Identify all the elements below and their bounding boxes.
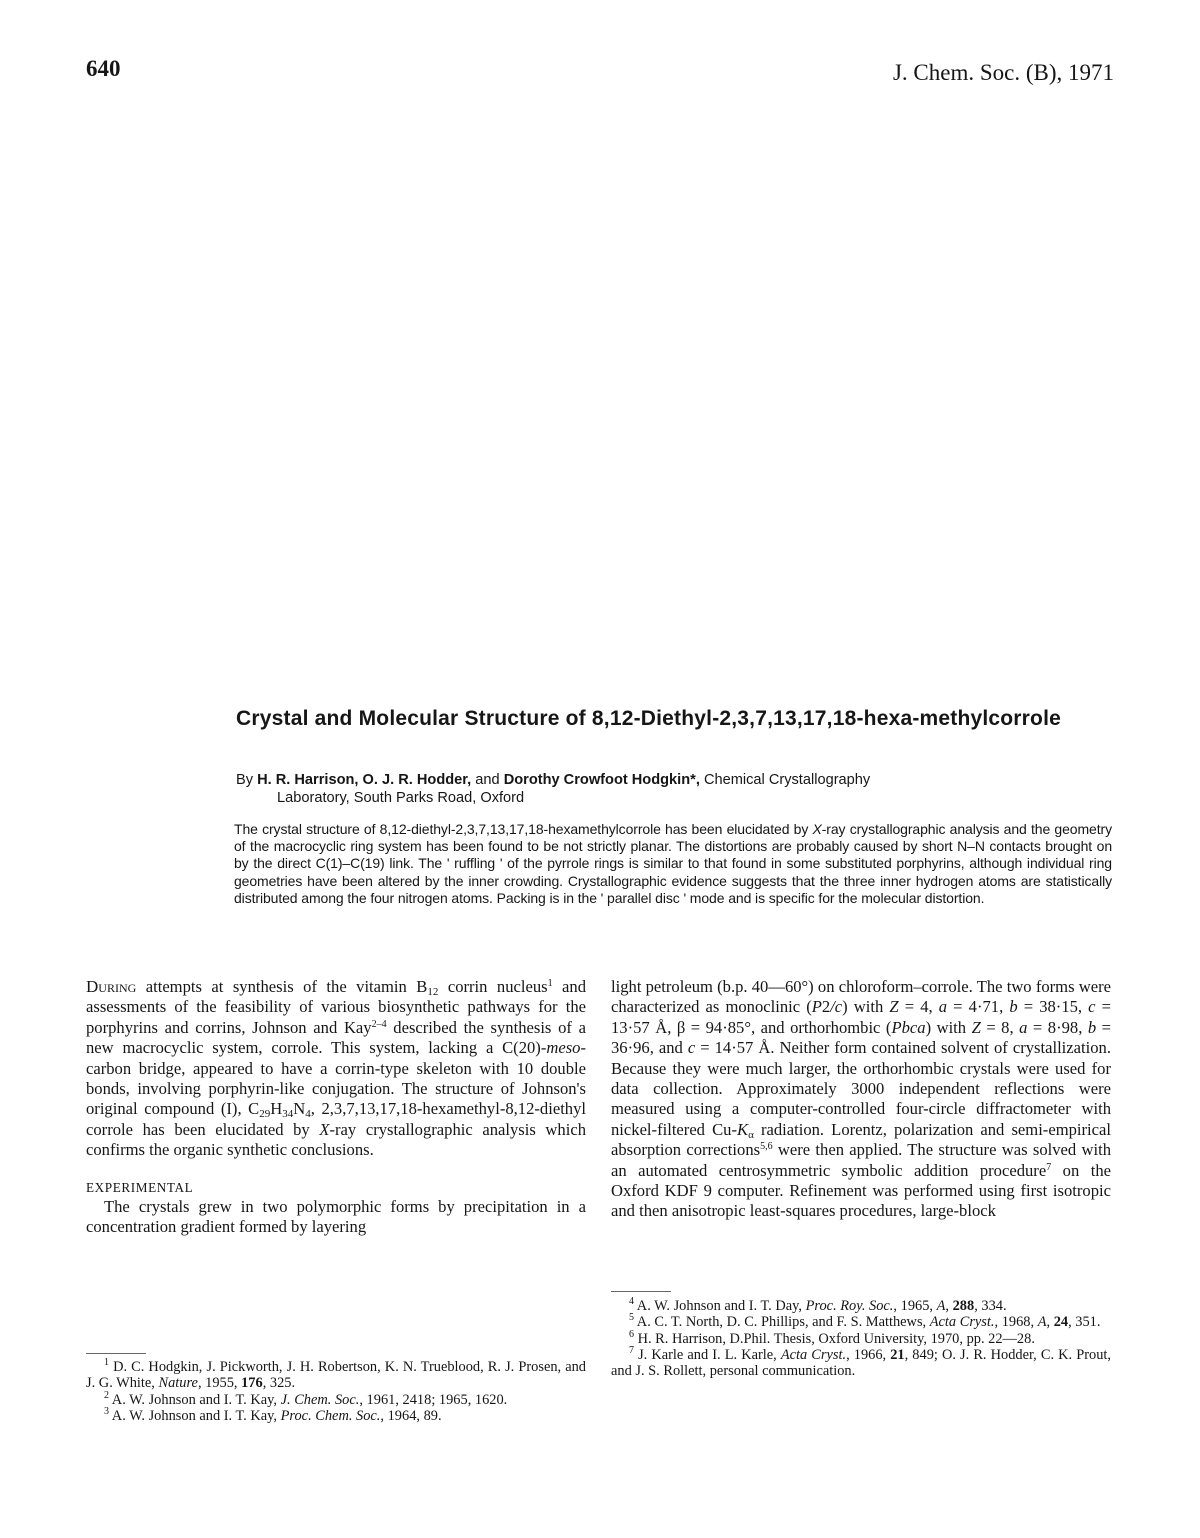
fn2-b: , 1961, 2418; 1965, 1620. <box>359 1391 508 1408</box>
p3-spacegroup-c: /c <box>830 997 843 1017</box>
fn1-volume: 176 <box>241 1375 263 1392</box>
p3-text-2: ) with <box>842 997 890 1017</box>
p3-text-6: = 13·57 Å, β = 94·85°, and orthorhombic ( <box>611 997 1112 1037</box>
fn4-d: , 334. <box>974 1298 1007 1314</box>
fn3-num: 3 <box>104 1405 109 1417</box>
formula-n: N <box>293 1099 306 1119</box>
abstract-part-b: -ray crystallographic analysis and the geometry of the macrocyclic ring system has been found to be not strictly planar. The distortions are probably caused by short N–N contacts brought on by the direct C(1)–C(19) link. The ' ruffling ' of the pyrrole rings is similar to that found in some substituted porphyrins, although individual ring geometries have been altered by the inner crowding. Crystallographic evidence suggests that the three inner hydrogen atoms are statistically distributed among the four nitrogen atoms. Packing is in the ' parallel disc ' mode and is specific for the molecular distortion. <box>234 821 1112 906</box>
fn1-journal: Nature <box>158 1375 198 1392</box>
fn7-volume: 21 <box>890 1346 905 1363</box>
affiliation-line-1: Chemical Crystallography <box>703 772 871 788</box>
fn6-num: 6 <box>629 1328 634 1340</box>
fn6-a: H. R. Harrison, D.Phil. Thesis, Oxford University, 1970, pp. 22—28. <box>634 1330 1035 1347</box>
abstract <box>234 821 1112 907</box>
p3-text-1: light petroleum (b.p. 40—60°) on chloroform–corrole. The two forms were characterized as monoclinic ( <box>611 977 1111 1017</box>
fn4-b: , 1965, <box>893 1298 937 1314</box>
fn5-num: 5 <box>629 1312 634 1324</box>
footnote-rule-right <box>611 1291 671 1292</box>
formula-h: H <box>270 1099 283 1119</box>
footnote-1 <box>86 1359 586 1392</box>
p1-sub-12: 12 <box>427 986 439 998</box>
p1-text-7: -ray crystallographic analysis which confirms the organic synthetic conclusions. <box>86 1119 586 1160</box>
fn5-volume: 24 <box>1053 1314 1069 1331</box>
p3-b: b <box>1009 997 1018 1017</box>
ref-1: 1 <box>547 978 553 989</box>
fn2-num: 2 <box>104 1389 109 1401</box>
p1-text-1: attempts at synthesis of the vitamin B <box>136 977 428 996</box>
p3-z: Z <box>889 997 899 1017</box>
footnotes-right <box>611 1298 1111 1379</box>
p1-meso: meso <box>546 1038 581 1058</box>
page-number: 640 <box>86 56 121 81</box>
fn1-num: 1 <box>104 1357 109 1368</box>
fn4-volume: 288 <box>952 1298 975 1314</box>
author-harrison: H. R. Harrison, <box>257 772 359 788</box>
fn7-num: 7 <box>629 1344 634 1356</box>
fn2-journal: J. Chem. Soc. <box>280 1391 360 1408</box>
p3-spacegroup-p: P <box>811 997 822 1017</box>
p3-text-9: = 8·98, <box>1027 1017 1088 1037</box>
fn4-c: , <box>945 1298 953 1314</box>
fn7-a: J. Karle and I. L. Karle, <box>634 1346 781 1363</box>
formula-sub-h: 34 <box>282 1108 294 1121</box>
fn1-b: , 1955, <box>197 1375 242 1392</box>
p1-text-6: , 2,3,7,13,17,18-hexamethyl-8,12-diethyl corrole has been elucidated by <box>86 1099 587 1139</box>
footnotes-left <box>86 1359 586 1424</box>
fn7-c: , 849; O. J. R. Hodder, C. K. Prout, and J. S. Rollett, personal communication. <box>611 1346 1111 1380</box>
footnote-rule-left <box>86 1353 146 1354</box>
fn4-num: 4 <box>629 1296 634 1307</box>
p3-z2: Z <box>971 1017 981 1037</box>
fn4-a: A. W. Johnson and I. T. Day, <box>634 1298 806 1314</box>
fn5-a: A. C. T. North, D. C. Phillips, and F. S. Matthews, <box>634 1314 930 1331</box>
fn3-journal: Proc. Chem. Soc. <box>280 1407 381 1424</box>
and-label: and <box>475 772 500 788</box>
p3-text-4: = 4·71, <box>947 997 1010 1017</box>
fn3-b: , 1964, 89. <box>380 1407 442 1424</box>
p3-c: c <box>1088 997 1096 1017</box>
body-paragraph-2: The crystals grew in two polymorphic forms by precipitation in a concentration gradient formed by layering <box>86 1196 586 1237</box>
footnote-4 <box>611 1298 1111 1314</box>
p3-k: K <box>736 1119 749 1139</box>
p3-c2: c <box>687 1038 696 1058</box>
by-label: By <box>236 772 254 788</box>
ref-2-4: 2–4 <box>371 1018 387 1030</box>
fn7-b: , 1966, <box>846 1346 891 1363</box>
fn5-c: , <box>1046 1314 1054 1331</box>
fn1-a: D. C. Hodgkin, J. Pickworth, J. H. Robertson, K. N. Trueblood, R. J. Prosen, and J. G. White, <box>86 1359 586 1392</box>
fn5-b: , 1968, <box>994 1314 1038 1331</box>
article-title: Crystal and Molecular Structure of 8,12-Diethyl-2,3,7,13,17,18-hexa-methylcorrole <box>236 707 1061 730</box>
fn5-series: A <box>1037 1314 1047 1331</box>
p3-text-14: on the Oxford KDF 9 computer. Refinement was performed using first isotropic and then anisotropic least-squares procedures, large-block <box>611 1160 1111 1221</box>
p1-text-3: and assessments of the feasibility of various biosynthetic pathways for the porphyrins and corrins, Johnson and Kay <box>86 977 587 1037</box>
body-paragraph-1 <box>86 977 586 1161</box>
affiliation-line-2: Laboratory, South Parks Road, Oxford <box>277 790 525 806</box>
fn4-journal: Proc. Roy. Soc. <box>805 1298 894 1314</box>
p1-text-5: -carbon bridge, appeared to have a corrin-type skeleton with 10 double bonds, involving porphyrin-like conjugation. The structure of Johnson's original compound (I), C <box>86 1038 586 1119</box>
p1-x: X <box>319 1119 330 1139</box>
fn2-a: A. W. Johnson and I. T. Kay, <box>109 1391 281 1408</box>
p3-text-3: = 4, <box>898 997 939 1017</box>
footnote-3 <box>86 1405 586 1424</box>
corresponding-mark: *, <box>690 772 700 788</box>
ref-7: 7 <box>1046 1161 1052 1173</box>
p3-text-8: = 8, <box>980 1017 1020 1037</box>
footnote-6 <box>611 1328 1111 1347</box>
p3-b2: b <box>1087 1017 1097 1037</box>
body-column-right <box>611 977 1111 1222</box>
journal-header: J. Chem. Soc. (B), 1971 <box>892 60 1114 85</box>
section-heading-experimental: EXPERIMENTAL <box>86 1179 194 1195</box>
p3-a: a <box>938 997 948 1017</box>
p3-a2: a <box>1019 1017 1028 1037</box>
fn3-a: A. W. Johnson and I. T. Kay, <box>109 1407 281 1424</box>
fn1-c: , 325. <box>262 1375 296 1392</box>
p3-text-5: = 38·15, <box>1017 997 1089 1017</box>
footnote-7 <box>611 1344 1111 1380</box>
body-column-left <box>86 977 586 1237</box>
author-hodder: O. J. R. Hodder, <box>362 772 472 788</box>
fn5-journal: Acta Cryst. <box>929 1314 995 1331</box>
byline <box>236 771 1112 807</box>
p1-text-4: described the synthesis of a new macrocyclic system, corrole. This system, lacking a C(20)- <box>86 1017 586 1058</box>
p3-spacegroup-pbca: Pbca <box>891 1017 926 1037</box>
ref-5-6: 5,6 <box>760 1141 773 1153</box>
footnote-2 <box>86 1389 586 1408</box>
p3-text-7: ) with <box>925 1017 972 1037</box>
fn5-d: , 351. <box>1068 1314 1101 1331</box>
author-hodgkin: Dorothy Crowfoot Hodgkin <box>503 772 691 788</box>
formula-sub-c: 29 <box>259 1108 271 1121</box>
fn7-journal: Acta Cryst. <box>780 1346 847 1363</box>
p1-text-2: corrin nucleus <box>438 977 548 996</box>
abstract-part-a: The crystal structure of 8,12-diethyl-2,3,7,13,17,18-hexamethylcorrole has been elucidated by <box>234 821 813 837</box>
drop-word: During <box>86 977 137 996</box>
p3-alpha: α <box>748 1128 754 1141</box>
footnote-5 <box>611 1314 1111 1330</box>
formula-sub-n: 4 <box>305 1108 311 1121</box>
p3-text-10: = 36·96, and <box>611 1017 1112 1058</box>
p3-text-12: radiation. Lorentz, polarization and semi-empirical absorption corrections <box>611 1119 1111 1160</box>
abstract-x: X <box>812 821 822 837</box>
fn4-series: A <box>936 1298 946 1314</box>
body-paragraph-3 <box>611 977 1111 1222</box>
p3-text-13: were then applied. The structure was solved with an automated centrosymmetric symbolic addition procedure <box>611 1140 1111 1180</box>
p3-spacegroup-2: 2 <box>821 997 831 1017</box>
p3-text-11: = 14·57 Å. Neither form contained solvent of crystallization. Because they were much larger, the orthorhombic crystals were used for data collection. Approximately 3000 independent reflections were measured using a computer-controlled four-circle diffractometer with nickel-filtered Cu- <box>611 1038 1111 1139</box>
